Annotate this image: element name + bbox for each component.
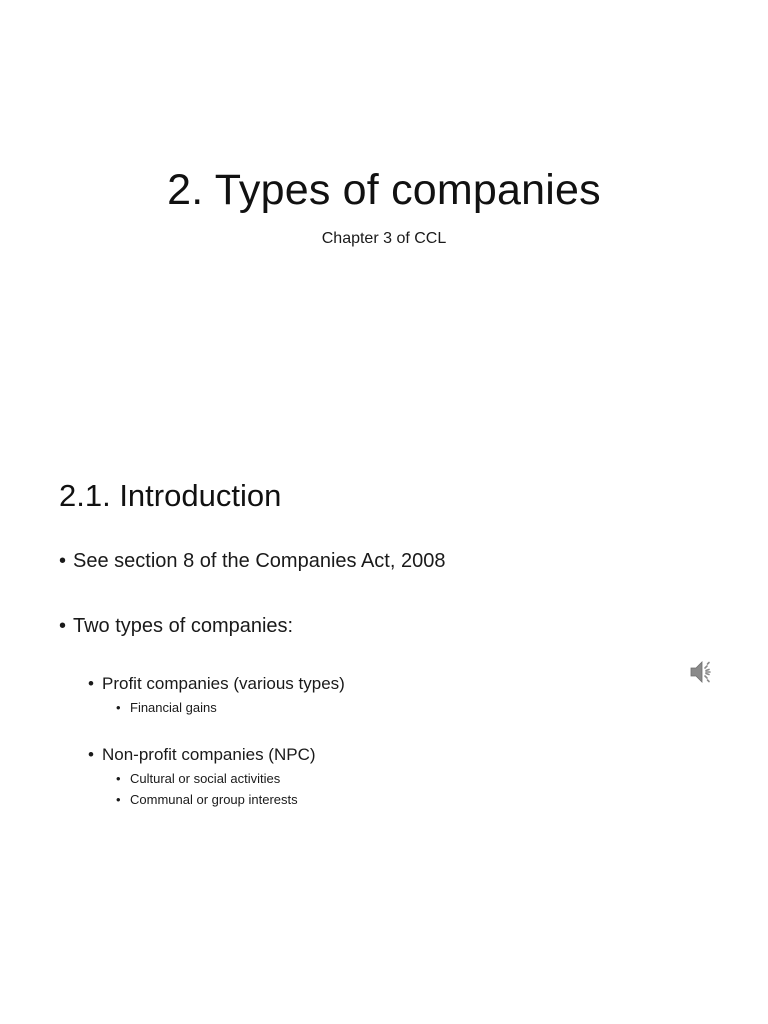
speaker-icon[interactable] [688, 658, 716, 686]
sub-bullet-item [88, 744, 316, 766]
sub-sub-bullet-item [116, 699, 217, 717]
bullet-text: Non-profit companies (NPC) [102, 745, 316, 764]
bullet-text: Cultural or social activities [130, 771, 281, 786]
bullet-text: Two types of companies: [73, 615, 294, 637]
bullet-text: See section 8 of the Companies Act, 2008 [73, 550, 446, 572]
bullet-item [59, 613, 293, 639]
bullet-marker: • [116, 700, 121, 715]
bullet-marker: • [88, 674, 94, 693]
title-slide [0, 0, 768, 432]
slide-subtitle: Chapter 3 of CCL [321, 230, 447, 247]
introduction-slide [0, 432, 768, 864]
bullet-text: Profit companies (various types) [102, 674, 345, 693]
bullet-text: Financial gains [130, 700, 217, 715]
slide-title: 2. Types of companies [167, 166, 601, 214]
bullet-text: Communal or group interests [130, 792, 298, 807]
bullet-item [59, 548, 445, 574]
bullet-marker: • [116, 792, 121, 807]
bullet-marker: • [88, 745, 94, 764]
sub-sub-bullet-item [116, 791, 298, 809]
slide-heading: 2.1. Introduction [59, 478, 282, 513]
sub-bullet-item [88, 673, 345, 695]
bullet-marker: • [59, 550, 67, 572]
bullet-marker: • [59, 615, 67, 637]
bullet-marker: • [116, 771, 121, 786]
sub-sub-bullet-item [116, 770, 280, 788]
